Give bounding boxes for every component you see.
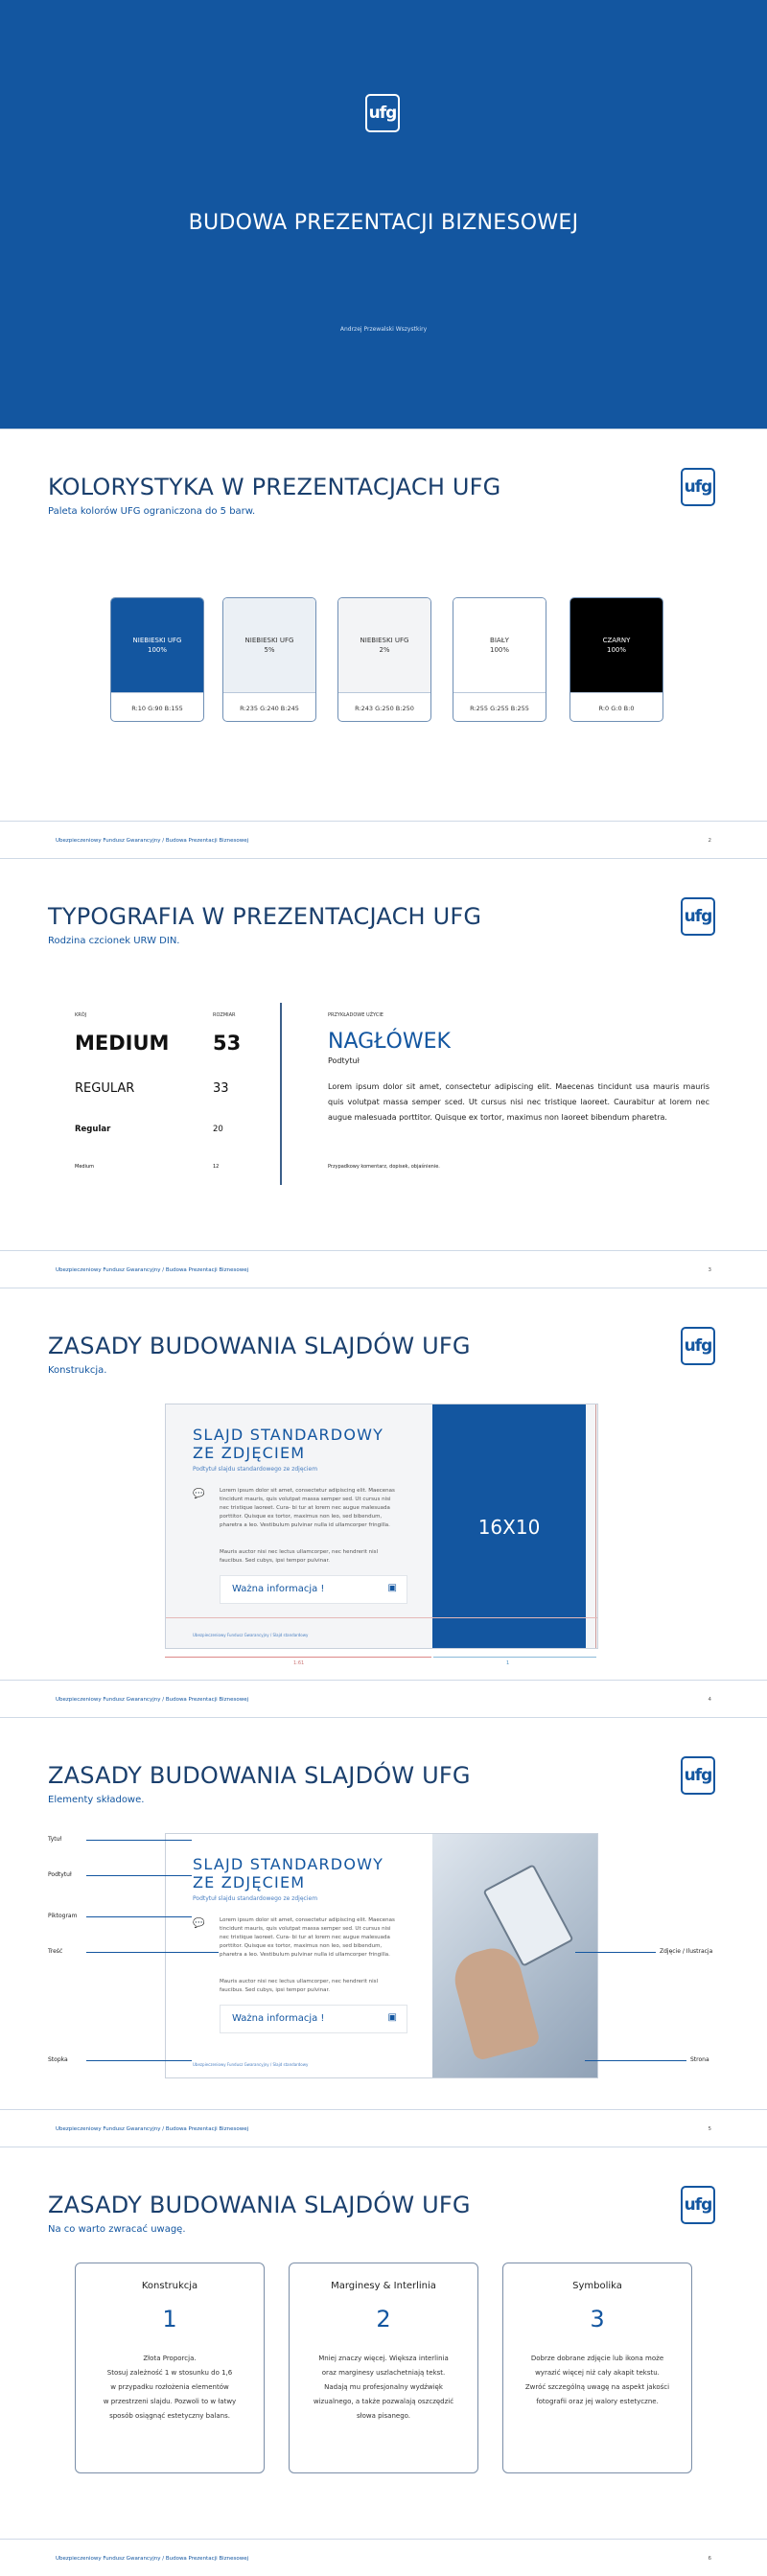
image-ratio-label: 16X10 [477,1516,541,1539]
swatch-fill [111,598,203,692]
annotation-label: Podtytuł [48,1871,72,1878]
slide-title: KOLORYSTYKA W PREZENTACJACH UFG [48,474,501,500]
cover-slide [0,0,767,429]
example-note: Przypadkowy komentarz, dopisek, objaśnienie. [328,1164,440,1170]
dimension-line [433,1657,596,1658]
swatch-code: R:0 G:0 B:0 [570,692,662,722]
rule-card [289,2263,478,2473]
slide-mockup [165,1833,598,2078]
swatch-name: NIEBIESKI UFG [360,637,409,644]
color-swatch [453,597,546,722]
swatch-percent: 2% [379,646,390,654]
cover-title: BUDOWA PREZENTACJI BIZNESOWEJ [188,211,579,235]
color-swatch [222,597,316,722]
footer-text: Ubezpieczeniowy Fundusz Gwarancyjny / Budowa Prezentacji Biznesowej [56,2126,249,2132]
type-row-size: 12 [213,1164,220,1170]
swatch-percent: 100% [606,646,626,654]
color-swatch [569,597,663,722]
swatch-code: R:243 G:250 B:250 [338,692,430,722]
type-row-style: Medium [75,1164,94,1170]
page-number: 5 [708,2126,711,2132]
speech-bubble-icon: 💬 [193,1489,205,1499]
rule-card-title: Marginesy & Interlinia [331,2281,436,2291]
ufg-logo: ufg [681,468,715,506]
color-swatch [110,597,204,722]
mock-text: Mauris auctor nisi nec lectus ullamcorper, nec hendrerit nisl faucibus. Sed cubys, ipsi tempor pulvinar. [220,1549,379,1564]
mock-title: SLAJD STANDARDOWY ZE ZDJĘCIEM [193,1855,384,1891]
dimension-label: 1:61 [293,1660,305,1666]
slide-title: ZASADY BUDOWANIA SLAJDÓW UFG [48,2192,471,2218]
swatch-percent: 100% [489,646,509,654]
slide-title: TYPOGRAFIA W PREZENTACJACH UFG [48,903,482,930]
page-number: 4 [708,1697,711,1703]
example-label: PRZYKŁADOWE UŻYCIE [328,1012,384,1018]
footer-text: Ubezpieczeniowy Fundusz Gwarancyjny / Budowa Prezentacji Biznesowej [56,838,249,844]
rule-card-desc: Mniej znaczy więcej. Większa interlinia oraz marginesy uszlachetniają tekst. Nadają mu profesjonalny wydźwięk wizualnego, a także pozwalają oszczędzić słowa pisanego. [313,2355,454,2420]
swatch-code: R:10 G:90 B:155 [111,692,203,722]
type-row-size: 53 [213,1032,242,1055]
annotation-line [575,1952,656,1953]
swatch-name: BIAŁY [490,637,509,644]
swatch-percent: 100% [147,646,167,654]
slide-title: ZASADY BUDOWANIA SLAJDÓW UFG [48,1762,471,1789]
example-body: Lorem ipsum dolor sit amet, consectetur adipiscing elit. Maecenas tincidunt usa mauris mauris quis volutpat massa semper sced. Ut cursus nisi nec tristique laoreet. Caurabitur at lorem nec augue malesuada porttitor. Quisque ex tortor, maximus non laoreet bibendum pharetra. [328,1082,709,1122]
dimension-line [165,1657,431,1658]
rule-card-desc: Złota Proporcja. Stosuj zależność 1 w stosunku do 1,6 w przypadku rozłożenia elementów w przestrzeni slajdu. Pozwoli to w łatwy sposób osiągnąć estetyczny balans. [103,2355,237,2420]
annotation-label: Zdjęcie / Ilustracja [660,1948,713,1955]
divider [280,1003,282,1185]
mock-info-label: Ważna informacja ! [232,2013,325,2024]
type-row-style: MEDIUM [75,1032,170,1055]
swatch-name: CZARNY [602,637,631,644]
footer-text: Ubezpieczeniowy Fundusz Gwarancyjny / Budowa Prezentacji Biznesowej [56,1267,249,1273]
type-row-size: 33 [213,1081,229,1096]
annotation-label: Piktogram [48,1913,78,1919]
slide-footer [0,1250,767,1288]
typography-slide [0,859,767,1288]
guide-line [595,1404,596,1649]
page-number: 3 [708,1267,711,1273]
mock-text: Lorem ipsum dolor sit amet, consectetur adipiscing elit. Maecenas tincidunt mauris, quis volutpat massa semper sed. Ut cursus nisi nec tristique laoreet. Cura- bi tur at lorem nec augue malesuada porttitor. Quisque ex tortor, maximus non leo, sed bibendum, pharetra a leo. Vestibulum pulvinar nulla id ullamcorper fringilla. [220,1488,395,1528]
swatch-fill [223,598,315,692]
swatch-code: R:235 G:240 B:245 [223,692,315,722]
annotation-line [86,2060,192,2061]
example-subheading: Podtytuł [328,1056,360,1065]
annotation-label: Treść [48,1948,63,1955]
swatch-name: NIEBIESKI UFG [244,637,294,644]
ufg-logo: ufg [681,1756,715,1795]
mock-title: SLAJD STANDARDOWY ZE ZDJĘCIEM [193,1426,384,1462]
footer-text: Ubezpieczeniowy Fundusz Gwarancyjny / Budowa Prezentacji Biznesowej [56,1697,249,1703]
annotation-line [585,2060,686,2061]
swatch-fill [453,598,546,692]
slide-subtitle: Konstrukcja. [48,1365,107,1376]
slide-footer [0,2109,767,2147]
swatch-fill [338,598,430,692]
slide-subtitle: Elementy składowe. [48,1795,145,1805]
cover-author: Andrzej Przewalski Wszystkiry [339,326,428,333]
car-icon: ▣ [387,1583,397,1593]
swatch-fill [570,598,662,692]
swatch-percent: 5% [264,646,275,654]
color-swatch [337,597,431,722]
annotation-line [86,1952,219,1953]
page-number: 2 [708,838,711,844]
slide-footer [0,1680,767,1718]
speech-bubble-icon: 💬 [193,1918,205,1929]
annotation-line [86,1916,192,1917]
rule-card-number: 2 [376,2306,391,2332]
slide-title: ZASADY BUDOWANIA SLAJDÓW UFG [48,1333,471,1359]
rule-card-title: Konstrukcja [141,2281,198,2291]
rule-card-number: 3 [590,2306,605,2332]
photo-tablet-hand [432,1834,598,2078]
slide-mockup [165,1404,598,1649]
slide-footer [0,2539,767,2576]
ufg-logo: ufg [681,1327,715,1365]
type-row-style: REGULAR [75,1081,135,1096]
mock-info-label: Ważna informacja ! [232,1584,325,1594]
annotation-label: Strona [690,2056,709,2063]
type-row-style: Regular [75,1125,111,1134]
col-style-header: KRÓJ [75,1012,87,1018]
annotation-line [86,1875,192,1876]
rule-card [75,2263,265,2473]
ufg-logo: ufg [365,94,400,132]
mock-info-box [220,2005,407,2033]
guide-line [166,1617,598,1618]
slide-subtitle: Paleta kolorów UFG ograniczona do 5 barw. [48,506,256,517]
rule-card-number: 1 [162,2306,177,2332]
annotation-label: Tytuł [48,1836,62,1843]
rule-card [502,2263,692,2473]
rule-card-desc: Dobrze dobrane zdjęcie lub ikona może wyrazić więcej niż cały akapit tekstu. Zwróć szczególną uwagę na aspekt jakości fotografii oraz jej walory estetyczne. [524,2355,670,2405]
page-number: 6 [708,2556,711,2562]
dimension-label: 1 [506,1660,510,1666]
mock-text: Mauris auctor nisi nec lectus ullamcorper, nec hendrerit nisl faucibus. Sed cubys, ipsi tempor pulvinar. [220,1979,379,1993]
elements-slide [0,1718,767,2147]
car-icon: ▣ [387,2012,397,2023]
mock-footer: Ubezpieczeniowy Fundusz Gwarancyjny / Slajd standardowy [193,1633,309,1637]
swatch-name: NIEBIESKI UFG [132,637,182,644]
annotation-label: Stopka [48,2056,68,2063]
colors-slide [0,429,767,859]
mock-text: Lorem ipsum dolor sit amet, consectetur adipiscing elit. Maecenas tincidunt mauris, quis volutpat massa semper sed. Ut cursus nisi nec tristique laoreet. Cura- bi tur at lorem nec augue malesuada porttitor. Quisque ex tortor, maximus non leo, sed bibendum, pharetra a leo. Vestibulum pulvinar nulla id ullamcorper fringilla. [220,1917,395,1958]
slide-footer [0,821,767,859]
type-row-size: 20 [213,1125,223,1134]
construction-slide [0,1288,767,1718]
image-placeholder [432,1404,586,1649]
slide-subtitle: Rodzina czcionek URW DIN. [48,936,180,946]
ufg-logo: ufg [681,2186,715,2224]
mock-subtitle: Podtytuł slajdu standardowego ze zdjęciem [193,1895,318,1902]
swatch-code: R:255 G:255 B:255 [453,692,546,722]
footer-text: Ubezpieczeniowy Fundusz Gwarancyjny / Budowa Prezentacji Biznesowej [56,2556,249,2562]
col-size-header: ROZMIAR [213,1012,236,1018]
mock-subtitle: Podtytuł slajdu standardowego ze zdjęciem [193,1466,318,1473]
ufg-logo: ufg [681,897,715,936]
rules-slide [0,2147,767,2576]
example-heading: NAGŁÓWEK [328,1030,451,1054]
annotation-line [86,1840,192,1841]
slide-subtitle: Na co warto zwracać uwagę. [48,2224,186,2235]
mock-footer: Ubezpieczeniowy Fundusz Gwarancyjny / Slajd standardowy [193,2062,309,2067]
rule-card-title: Symbolika [572,2281,622,2291]
mock-info-box [220,1575,407,1604]
